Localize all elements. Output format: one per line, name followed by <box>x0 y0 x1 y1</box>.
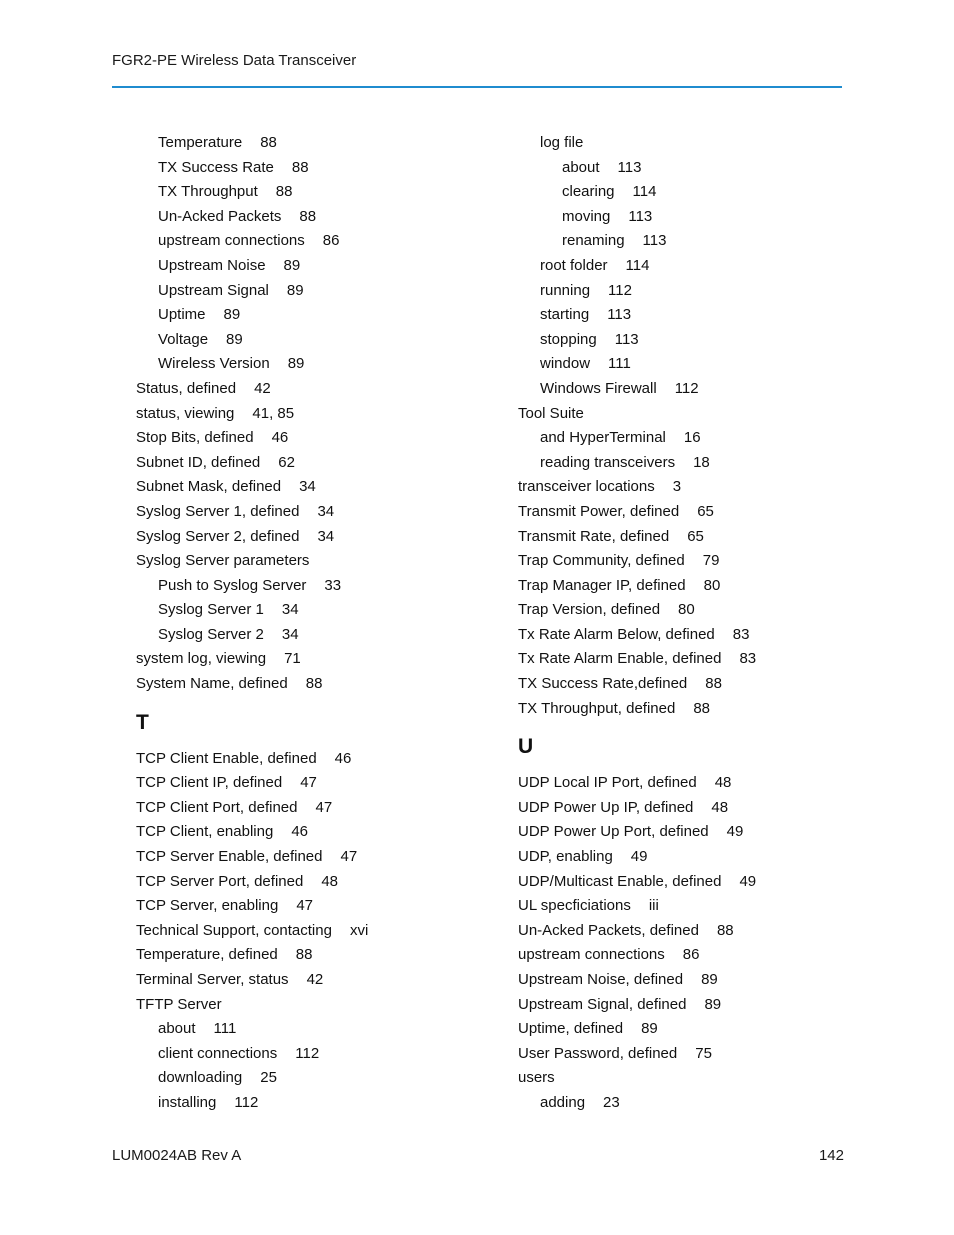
index-term: Syslog Server parameters <box>136 552 310 570</box>
index-term: User Password, defined <box>518 1044 678 1062</box>
index-term: and HyperTerminal <box>540 429 666 447</box>
index-entry <box>518 1042 848 1067</box>
index-entry <box>136 525 486 550</box>
index-term: Subnet Mask, defined <box>136 478 282 496</box>
index-entry <box>136 845 486 870</box>
index-page-ref[interactable]: 80 <box>678 601 695 619</box>
index-entry <box>136 771 486 796</box>
index-page-ref[interactable]: 34 <box>281 625 299 643</box>
index-column-right <box>518 131 848 1116</box>
index-entry <box>518 574 848 599</box>
index-term: Syslog Server 1, defined <box>136 502 300 520</box>
index-term: TCP Client, enabling <box>136 823 274 841</box>
index-page-ref[interactable]: 89 <box>704 995 722 1013</box>
index-page-ref[interactable]: 88 <box>305 675 323 693</box>
index-term: running <box>540 281 591 299</box>
index-entry <box>518 180 848 205</box>
index-term: reading transceivers <box>540 453 676 471</box>
index-page-ref[interactable]: 62 <box>278 453 295 471</box>
index-page-ref[interactable]: 89 <box>287 355 305 373</box>
index-letter-heading: T <box>136 710 149 734</box>
index-term: UDP, enabling <box>518 848 613 866</box>
index-term: status, viewing <box>136 404 235 422</box>
index-entry <box>518 598 848 623</box>
index-term: Voltage <box>158 330 209 348</box>
index-page-ref[interactable]: 65 <box>687 527 704 545</box>
index-entry <box>136 1042 486 1067</box>
index-entry <box>518 647 848 672</box>
index-page-ref[interactable]: 89 <box>283 256 301 274</box>
index-entry <box>136 894 486 919</box>
index-column-left <box>136 131 486 1116</box>
footer-doc-id: LUM0024AB Rev A <box>112 1147 242 1164</box>
index-entry <box>136 402 486 427</box>
index-page-ref[interactable]: 42 <box>254 379 271 397</box>
index-term: Push to Syslog Server <box>158 576 307 594</box>
index-page-ref[interactable]: 47 <box>300 774 317 792</box>
index-page-ref[interactable]: 88 <box>275 183 293 201</box>
index-page-ref[interactable]: 113 <box>617 158 642 176</box>
index-entry <box>518 993 848 1018</box>
index-page-ref[interactable]: 18 <box>693 453 710 471</box>
index-term: UL specficiations <box>518 897 631 915</box>
index-page-ref[interactable]: 79 <box>702 552 720 570</box>
index-entry <box>518 943 848 968</box>
index-term: upstream connections <box>158 232 305 250</box>
index-term: TCP Server Enable, defined <box>136 848 323 866</box>
index-entry <box>136 377 486 402</box>
index-entry <box>136 796 486 821</box>
index-entry <box>518 796 848 821</box>
index-page-ref[interactable]: 80 <box>703 576 721 594</box>
index-page-ref[interactable]: 113 <box>614 330 639 348</box>
index-entry <box>136 672 486 697</box>
index-term: TX Success Rate <box>158 158 274 176</box>
index-term: Syslog Server 2, defined <box>136 527 300 545</box>
index-page-ref[interactable]: 47 <box>315 798 333 816</box>
index-entry <box>518 1066 848 1091</box>
index-page-ref[interactable]: 112 <box>608 281 632 299</box>
index-page-ref[interactable]: 88 <box>693 699 711 717</box>
index-page-ref[interactable]: 34 <box>317 502 335 520</box>
index-page-ref[interactable]: 46 <box>334 749 352 767</box>
index-page-ref[interactable]: 114 <box>632 183 657 201</box>
index-entry <box>136 623 486 648</box>
index-entry <box>518 549 848 574</box>
index-entry <box>136 303 486 328</box>
index-term: log file <box>540 134 584 151</box>
index-page-ref[interactable]: 25 <box>260 1069 277 1087</box>
index-entry <box>136 229 486 254</box>
index-entry <box>136 500 486 525</box>
index-page-ref[interactable]: 48 <box>711 798 729 816</box>
index-term: System Name, defined <box>136 675 288 693</box>
index-term: Stop Bits, defined <box>136 429 254 447</box>
running-header: FGR2-PE Wireless Data Transceiver <box>112 52 357 69</box>
index-term: Trap Version, defined <box>518 601 661 619</box>
index-entry <box>136 549 486 574</box>
index-term: Tx Rate Alarm Enable, defined <box>518 650 722 668</box>
index-term: Tx Rate Alarm Below, defined <box>518 625 715 643</box>
index-page-ref[interactable]: 49 <box>726 823 744 841</box>
index-term: upstream connections <box>518 946 665 964</box>
index-entry <box>136 598 486 623</box>
index-entry <box>518 377 848 402</box>
index-page-ref[interactable]: xvi <box>349 921 369 939</box>
index-entry <box>136 352 486 377</box>
index-page-ref[interactable]: 113 <box>628 207 653 225</box>
index-term: Syslog Server 2 <box>158 625 264 643</box>
index-term: TCP Client IP, defined <box>136 774 283 792</box>
index-entry <box>518 475 848 500</box>
index-page-ref[interactable]: 112 <box>295 1044 320 1062</box>
index-term: Un-Acked Packets <box>158 207 282 225</box>
index-term: Terminal Server, status <box>136 971 289 988</box>
index-entry <box>518 820 848 845</box>
index-entry <box>136 180 486 205</box>
index-page-ref[interactable]: 111 <box>213 1020 237 1038</box>
index-entry <box>136 943 486 968</box>
index-entry <box>518 156 848 181</box>
index-term: Upstream Signal <box>158 281 269 299</box>
index-page-ref[interactable]: 47 <box>340 848 358 866</box>
index-entry <box>136 426 486 451</box>
index-entry <box>518 426 848 451</box>
index-entry <box>518 229 848 254</box>
index-entry <box>136 919 486 944</box>
index-page-ref[interactable]: 71 <box>284 650 301 668</box>
index-term: Wireless Version <box>158 355 270 373</box>
index-term: TX Throughput <box>158 183 258 201</box>
index-page-ref[interactable]: 112 <box>234 1093 259 1111</box>
index-entry <box>136 647 486 672</box>
index-page-ref[interactable]: 65 <box>697 502 714 520</box>
index-entry <box>518 303 848 328</box>
index-term: TCP Client Enable, defined <box>136 749 317 767</box>
index-page-ref[interactable]: 88 <box>716 921 734 939</box>
index-page-ref[interactable]: 41, 85 <box>252 404 295 422</box>
index-entry <box>518 352 848 377</box>
index-entry <box>518 919 848 944</box>
index-page-ref[interactable]: 86 <box>322 232 340 250</box>
index-entry <box>518 131 848 156</box>
index-page-ref[interactable]: 89 <box>701 971 718 988</box>
index-page-ref[interactable]: 89 <box>286 281 304 299</box>
index-term: Status, defined <box>136 379 237 397</box>
index-term: Uptime <box>158 306 206 324</box>
index-term: Trap Manager IP, defined <box>518 576 686 594</box>
index-entry <box>136 279 486 304</box>
index-term: Windows Firewall <box>540 379 657 397</box>
index-term: users <box>518 1069 555 1087</box>
index-entry <box>136 870 486 895</box>
index-term: Temperature, defined <box>136 946 278 964</box>
index-entry <box>518 525 848 550</box>
index-term: Transmit Rate, defined <box>518 527 670 545</box>
index-entry <box>518 500 848 525</box>
index-entry <box>518 845 848 870</box>
index-entry <box>136 254 486 279</box>
index-page-ref[interactable]: 34 <box>281 601 299 619</box>
index-term: clearing <box>562 183 615 201</box>
index-term: Trap Community, defined <box>518 552 685 570</box>
index-entry <box>518 328 848 353</box>
index-page-ref[interactable]: 114 <box>625 256 650 274</box>
index-entry <box>136 328 486 353</box>
index-page-ref[interactable]: 33 <box>324 576 342 594</box>
index-term: TX Throughput, defined <box>518 699 676 717</box>
index-entry <box>136 475 486 500</box>
index-term: installing <box>158 1093 217 1111</box>
index-page-ref[interactable]: 46 <box>291 823 308 841</box>
index-term: Subnet ID, defined <box>136 453 261 471</box>
index-entry <box>136 156 486 181</box>
index-entry <box>518 771 848 796</box>
index-page-ref[interactable]: 88 <box>260 134 277 151</box>
index-page-ref[interactable]: 88 <box>705 675 722 693</box>
index-entry <box>136 993 486 1018</box>
index-entry <box>518 672 848 697</box>
index-entry <box>518 623 848 648</box>
index-term: transceiver locations <box>518 478 655 496</box>
index-entry <box>136 1091 486 1116</box>
index-entry <box>518 1091 848 1116</box>
index-term: Un-Acked Packets, defined <box>518 921 699 939</box>
index-term: moving <box>562 207 611 225</box>
index-entry <box>518 205 848 230</box>
index-term: adding <box>540 1093 586 1111</box>
index-term: TCP Client Port, defined <box>136 798 298 816</box>
index-page-ref[interactable]: 34 <box>317 527 335 545</box>
index-entry <box>136 1017 486 1042</box>
header-rule <box>112 86 842 88</box>
index-entry <box>136 747 486 772</box>
index-page-ref[interactable]: 46 <box>271 429 289 447</box>
index-term: TX Success Rate,defined <box>518 675 688 693</box>
index-term: system log, viewing <box>136 650 267 668</box>
index-entry <box>518 870 848 895</box>
index-page-ref[interactable]: 42 <box>306 971 324 988</box>
index-term: Upstream Signal, defined <box>518 995 687 1013</box>
index-term: downloading <box>158 1069 243 1087</box>
index-term: TCP Server Port, defined <box>136 872 304 890</box>
index-page-ref[interactable]: 113 <box>607 306 632 324</box>
index-term: Tool Suite <box>518 404 584 422</box>
index-term: UDP Power Up IP, defined <box>518 798 694 816</box>
index-term: UDP/Multicast Enable, defined <box>518 872 722 890</box>
index-page-ref[interactable]: 34 <box>299 478 316 496</box>
index-page-ref[interactable]: 89 <box>223 306 241 324</box>
index-page-ref[interactable]: iii <box>648 897 659 915</box>
index-term: Syslog Server 1 <box>158 601 264 619</box>
index-page-ref[interactable]: 49 <box>630 848 648 866</box>
index-page-ref[interactable]: 113 <box>642 232 667 250</box>
index-page-ref[interactable]: 16 <box>683 429 701 447</box>
index-page-ref[interactable]: 86 <box>682 946 700 964</box>
index-term: Upstream Noise <box>158 256 266 274</box>
index-term: UDP Local IP Port, defined <box>518 774 697 792</box>
index-page-ref[interactable]: 3 <box>672 478 682 496</box>
index-page-ref[interactable]: 75 <box>695 1044 712 1062</box>
index-page-ref[interactable]: 83 <box>739 650 757 668</box>
footer-page-number: 142 <box>818 1147 844 1164</box>
index-term: Uptime, defined <box>518 1020 624 1038</box>
index-page-ref[interactable]: 88 <box>291 158 309 176</box>
index-term: root folder <box>540 256 608 274</box>
index-entry <box>518 894 848 919</box>
index-entry <box>518 697 848 722</box>
index-term: starting <box>540 306 590 324</box>
index-term: Upstream Noise, defined <box>518 971 684 988</box>
index-page-ref[interactable]: 112 <box>674 379 699 397</box>
index-entry <box>518 254 848 279</box>
index-page-ref[interactable]: 47 <box>296 897 313 915</box>
index-entry <box>136 968 486 993</box>
index-page-ref[interactable]: 83 <box>732 625 750 643</box>
index-page-ref[interactable]: 89 <box>226 330 243 348</box>
index-term: Transmit Power, defined <box>518 502 680 520</box>
index-page-ref[interactable]: 48 <box>714 774 732 792</box>
index-page-ref[interactable]: 111 <box>608 355 631 373</box>
index-term: about <box>562 158 600 176</box>
index-page-ref[interactable]: 23 <box>603 1093 620 1111</box>
index-page-ref[interactable]: 49 <box>739 872 757 890</box>
index-term: about <box>158 1020 196 1038</box>
index-entry <box>136 451 486 476</box>
index-term: Technical Support, contacting <box>136 921 332 939</box>
index-term: renaming <box>562 232 625 250</box>
index-entry <box>136 205 486 230</box>
index-page-ref[interactable]: 88 <box>295 946 313 964</box>
index-page-ref[interactable]: 88 <box>299 207 317 225</box>
index-term: UDP Power Up Port, defined <box>518 823 709 841</box>
index-entry <box>518 402 848 427</box>
index-entry <box>518 968 848 993</box>
index-page-ref[interactable]: 48 <box>321 872 338 890</box>
index-term: TCP Server, enabling <box>136 897 279 915</box>
index-term: window <box>540 355 591 373</box>
index-entry <box>518 451 848 476</box>
index-entry <box>136 1066 486 1091</box>
index-entry <box>518 1017 848 1042</box>
index-entry <box>518 279 848 304</box>
index-term: Temperature <box>158 134 243 151</box>
index-term: client connections <box>158 1044 278 1062</box>
index-page-ref[interactable]: 89 <box>641 1020 658 1038</box>
index-entry <box>136 820 486 845</box>
index-letter-heading: U <box>518 735 534 759</box>
index-term: stopping <box>540 330 597 348</box>
index-entry <box>136 131 486 156</box>
index-term: TFTP Server <box>136 995 222 1013</box>
index-entry <box>136 574 486 599</box>
